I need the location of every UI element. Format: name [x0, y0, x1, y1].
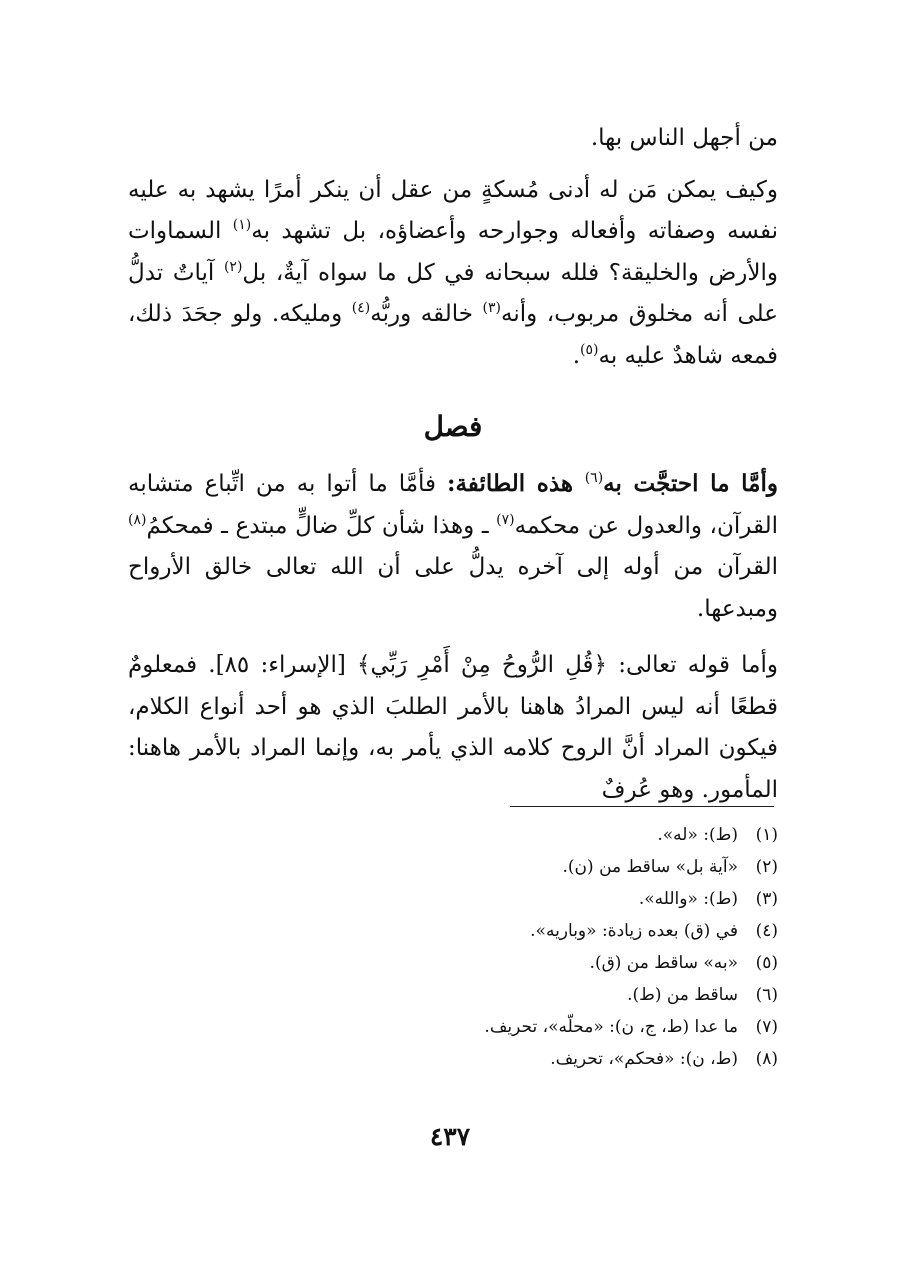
paragraph-3: [128, 463, 778, 630]
paragraph-4: وأما قوله تعالى: ﴿قُلِ الرُّوحُ مِنْ أَمْرِ رَبِّي﴾ [الإسراء: ٨٥]. فمعلومٌ قطعًا أنه ليس المرادُ هاهنا بالأمر الطلبَ الذي هو أحد أنواع الكلام، فيكون المراد أنَّ الروح كلامه الذي يأمر به، وإنما المراد بالأمر هاهنا: المأمور. وهو عُرفٌ: [128, 652, 779, 803]
footnote-ref-3: (٣): [482, 300, 501, 316]
footnote-number: (٦): [755, 985, 778, 1005]
footnote-item: [360, 1011, 778, 1043]
paragraph-2-text-1: وكيف يمكن مَن له أدنى مُسكةٍ من عقل أن ينكر أمرًا يشهد به عليه نفسه وصفاته وأفعاله وجوارحه وأعضاؤه، بل تشهد به: [128, 176, 778, 244]
footnote-item: [360, 915, 778, 947]
paragraph-2-text-3: آياتٌ تدلُّ على أنه مخلوق مربوب، وأنه: [128, 259, 778, 327]
paragraph-1: من أجهل الناس بها.: [590, 125, 778, 151]
footnote-ref-2: (٢): [223, 258, 243, 275]
footnote-ref-5: (٥): [580, 341, 599, 358]
paragraph-3-lead: وأمَّا ما احتجَّت به: [603, 470, 778, 497]
footnote-ref-7: (٧): [496, 511, 515, 528]
footnote-item: [360, 851, 778, 883]
paragraph-2-text-2: السماوات والأرض والخليقة؟ فلله سبحانه في كل ما سواه آيةٌ، بل: [128, 218, 778, 286]
paragraph-2: [128, 170, 778, 378]
page-number: ٤٣٧: [429, 1122, 471, 1151]
footnote-ref-4: (٤): [351, 300, 371, 316]
paragraph-2-text-5: ومليكه. ولو جحَدَ ذلك، فمعه شاهدٌ عليه به: [128, 301, 778, 369]
footnote-text: ما عدا (ط، ج، ن): «محلّه»، تحريف.: [484, 1017, 738, 1037]
footnote-text: (ط، ن): «فحكم»، تحريف.: [550, 1049, 738, 1069]
footnote-divider: [510, 806, 774, 807]
paragraph-3-lead-2: هذه الطائفة:: [446, 470, 585, 497]
footnote-number: (٨): [755, 1049, 778, 1069]
paragraph-3-text-2: ـ وهذا شأن كلِّ ضالٍّ مبتدع ـ فمحكمُ: [146, 512, 497, 539]
footnote-number: (١): [755, 825, 778, 845]
footnote-ref-6: (٦): [584, 470, 604, 486]
footnote-item: [360, 947, 778, 979]
paragraph-2-text-6: .: [572, 342, 581, 369]
paragraph-2-text-4: خالقه وربُّه: [370, 301, 483, 327]
footnote-number: (٤): [755, 921, 778, 941]
footnote-item: [360, 1043, 778, 1075]
footnote-item: [360, 883, 778, 915]
footnote-text: (ط): «والله».: [638, 889, 738, 909]
footnote-text: في (ق) بعده زيادة: «وباريه».: [530, 921, 738, 941]
footnote-ref-8: (٨): [128, 511, 147, 528]
paragraph-3-text-3: القرآن من أوله إلى آخره يدلُّ على أن الله تعالى خالق الأرواح ومبدعها.: [128, 554, 778, 622]
section-heading: فصل: [423, 410, 483, 443]
footnote-number: (٣): [755, 889, 778, 909]
paragraph-3-text-1: فأمَّا ما أتوا به من اتِّباع متشابه القرآن، والعدول عن محكمه: [128, 471, 778, 539]
footnote-number: (٧): [755, 1017, 778, 1037]
footnote-ref-1: (١): [232, 217, 252, 233]
footnote-number: (٢): [755, 857, 778, 877]
footnote-number: (٥): [755, 953, 778, 973]
footnote-text: «آية بل» ساقط من (ن).: [562, 857, 738, 877]
footnotes-list: [360, 819, 778, 1075]
page-body: [128, 118, 778, 811]
footnote-text: «به» ساقط من (ق).: [589, 953, 738, 973]
footnote-item: [360, 819, 778, 851]
footnote-text: (ط): «له».: [657, 825, 738, 845]
footnote-item: [360, 979, 778, 1011]
footnote-text: ساقط من (ط).: [627, 985, 738, 1005]
